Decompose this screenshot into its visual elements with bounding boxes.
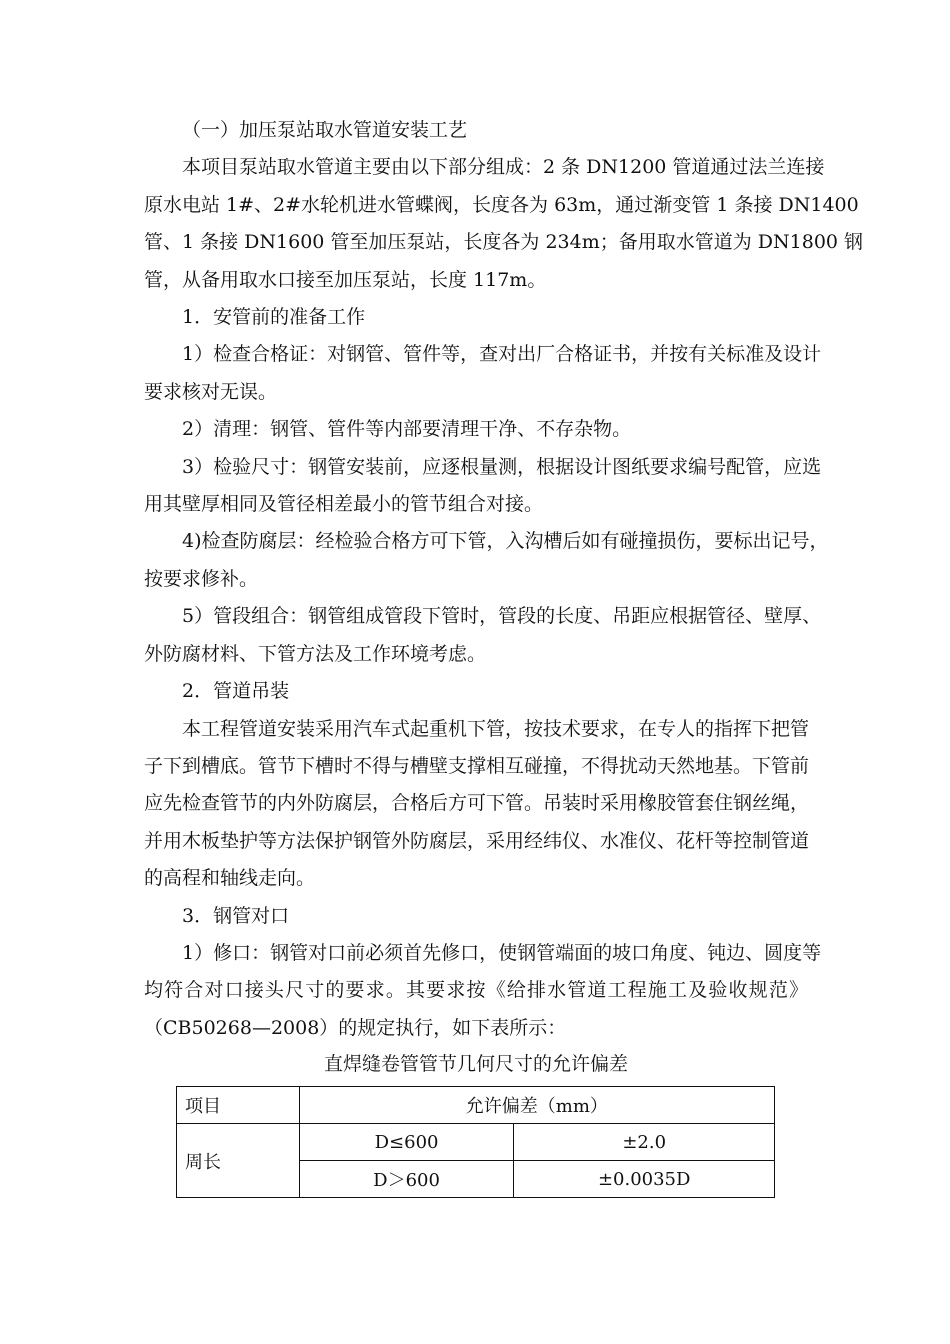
row-label-cell: 周长	[177, 1124, 300, 1198]
paragraph-line: 均符合对口接头尺寸的要求。其要求按《给排水管道工程施工及验收规范》	[144, 979, 808, 1002]
paragraph-line: 的高程和轴线走向。	[144, 867, 316, 890]
paragraph-line: 外防腐材料、下管方法及工作环境考虑。	[144, 642, 487, 665]
paragraph-line: 用其壁厚相同及管径相差最小的管节组合对接。	[144, 493, 544, 516]
paragraph-line: 要求核对无误。	[144, 380, 278, 403]
subheading-hoisting: 2．管道吊装	[182, 680, 290, 703]
paragraph-intro	[144, 149, 864, 299]
paragraph-line: 4)检查防腐层：经检验合格方可下管，入沟槽后如有碰撞损伤，要标出记号，	[182, 530, 829, 553]
condition-cell: D≤600	[299, 1124, 514, 1161]
paragraph-line: 管，从备用取水口接至加压泵站，长度 117m。	[144, 268, 547, 291]
table-row	[177, 1124, 775, 1161]
paragraph-hoisting	[144, 711, 808, 898]
paragraph-line: 3）检验尺寸：钢管安装前，应逐根量测，根据设计图纸要求编号配管，应选	[182, 455, 822, 478]
value-cell: ±0.0035D	[514, 1161, 775, 1198]
table-header-row	[177, 1087, 775, 1124]
paragraph-line: 应先检查管节的内外防腐层，合格后方可下管。吊装时采用橡胶管套住钢丝绳，	[144, 792, 810, 815]
paragraph-line: 管、1 条接 DN1600 管至加压泵站，长度各为 234m；备用取水管道为 DN1800 钢	[144, 231, 864, 254]
paragraph-pipe-assembly	[144, 598, 822, 673]
paragraph-line: （CB50268—2008）的规定执行，如下表所示：	[144, 1016, 567, 1039]
paragraph-trimming	[144, 935, 822, 1047]
header-tolerance-cell: 允许偏差（mm）	[299, 1087, 774, 1124]
subheading-alignment: 3．钢管对口	[182, 904, 290, 927]
paragraph-check-coating	[144, 523, 829, 598]
header-item-cell: 项目	[177, 1087, 300, 1124]
paragraph-check-size	[144, 449, 822, 524]
paragraph-line: 1）检查合格证：对钢管、管件等，查对出厂合格证书，并按有关标准及设计	[182, 343, 822, 366]
paragraph-line: 子下到槽底。管节下槽时不得与槽壁支撑相互碰撞，不得扰动天然地基。下管前	[144, 754, 810, 777]
document-page	[144, 112, 864, 1079]
tolerance-table	[176, 1086, 775, 1198]
paragraph-line: 并用木板垫护等方法保护钢管外防腐层，采用经纬仪、水准仪、花杆等控制管道	[144, 829, 810, 852]
subheading-preparation: 1．安管前的准备工作	[182, 306, 366, 329]
table-caption: 直焊缝卷管管节几何尺寸的允许偏差	[323, 1053, 628, 1076]
paragraph-check-certificate	[144, 336, 822, 411]
paragraph-line: 本项目泵站取水管道主要由以下部分组成：2 条 DN1200 管道通过法兰连接	[182, 156, 825, 179]
paragraph-line: 原水电站 1#、2#水轮机进水管蝶阀，长度各为 63m，通过渐变管 1 条接 DN1400	[144, 193, 859, 216]
paragraph-line: 5）管段组合：钢管组成管段下管时，管段的长度、吊距应根据管径、壁厚、	[182, 605, 822, 628]
paragraph-line: 本工程管道安装采用汽车式起重机下管，按技术要求，在专人的指挥下把管	[182, 717, 810, 740]
condition-cell: D＞600	[299, 1161, 514, 1198]
value-cell: ±2.0	[514, 1124, 775, 1161]
section-title: （一）加压泵站取水管道安装工艺	[182, 119, 468, 141]
paragraph-cleaning: 2）清理：钢管、管件等内部要清理干净、不存杂物。	[182, 418, 632, 441]
paragraph-line: 按要求修补。	[144, 567, 259, 590]
paragraph-line: 1）修口：钢管对口前必须首先修口，使钢管端面的坡口角度、钝边、圆度等	[182, 941, 822, 964]
